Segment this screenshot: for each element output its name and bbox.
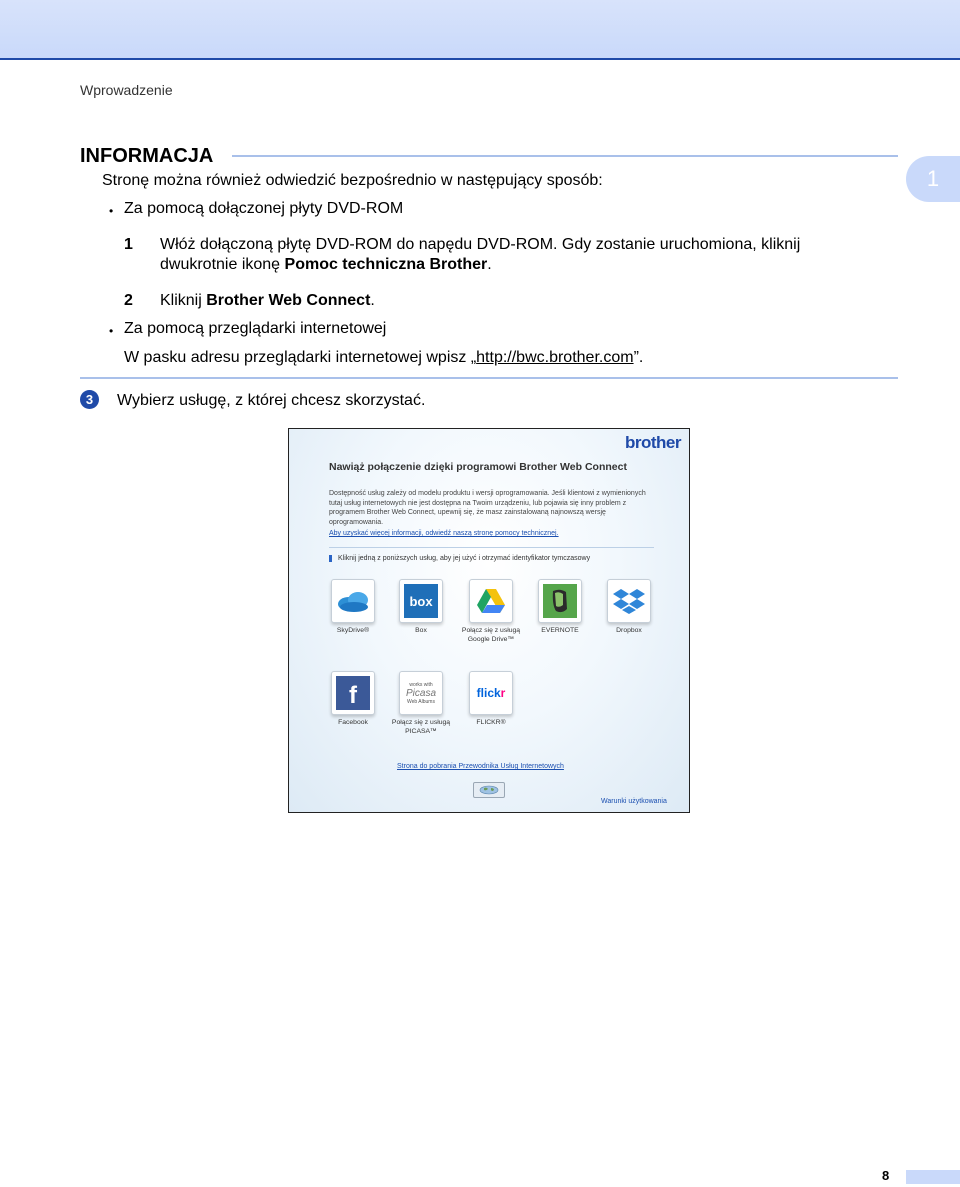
service-facebook[interactable]: f Facebook: [319, 671, 387, 728]
browser-address-text: W pasku adresu przeglądarki internetowej wpisz „http://bwc.brother.com”.: [124, 349, 644, 366]
page-number: 8: [882, 1168, 890, 1183]
note-intro: Stronę można również odwiedzić bezpośrednio w następujący sposób:: [102, 172, 603, 189]
screenshot-divider: [329, 547, 654, 548]
bullet-dot-icon: •: [109, 204, 114, 218]
service-picasa[interactable]: works with Picasa Web Albums Połącz się z usługą PICASA™: [387, 671, 455, 736]
step-3-circle-icon: 3: [80, 390, 99, 409]
box-icon[interactable]: box: [399, 579, 443, 623]
support-icon-name: Pomoc techniczna Brother: [284, 256, 488, 273]
bullet-dot-icon: •: [109, 324, 114, 338]
bwc-url-link[interactable]: http://bwc.brother.com: [476, 349, 634, 366]
step1-line2: dwukrotnie ikonę Pomoc techniczna Brother.: [160, 256, 492, 273]
screenshot-title: Nawiąż połączenie dzięki programowi Brother Web Connect: [329, 461, 627, 473]
step-number-1: 1: [124, 236, 133, 253]
step-number-2: 2: [124, 292, 133, 309]
google-drive-icon[interactable]: [469, 579, 513, 623]
skydrive-icon[interactable]: [331, 579, 375, 623]
step3-text: Wybierz usługę, z której chcesz skorzystać.: [117, 392, 426, 409]
bullet-dvd: Za pomocą dołączonej płyty DVD-ROM: [124, 200, 404, 217]
service-box[interactable]: box Box: [387, 579, 455, 636]
step1-line1: Włóż dołączoną płytę DVD-ROM do napędu DVD-ROM. Gdy zostanie uruchomiona, kliknij: [160, 236, 801, 253]
dropbox-icon[interactable]: [607, 579, 651, 623]
top-header-band: [0, 0, 960, 60]
service-instruction: Kliknij jedną z poniższych usług, aby jej użyć i otrzymać identyfikator tymczasowy: [329, 555, 590, 562]
step2-text: Kliknij Brother Web Connect.: [160, 292, 375, 309]
chapter-tab: 1: [906, 156, 960, 202]
picasa-icon[interactable]: works with Picasa Web Albums: [399, 671, 443, 715]
flickr-icon[interactable]: flick r: [469, 671, 513, 715]
service-flickr[interactable]: flick r FLICKR®: [457, 671, 525, 728]
terms-of-use-link[interactable]: Warunki użytkowania: [601, 798, 667, 805]
service-dropbox[interactable]: Dropbox: [595, 579, 663, 636]
note-bottom-rule: [80, 377, 898, 379]
language-globe-button[interactable]: [473, 782, 505, 798]
guide-download-link[interactable]: Strona do pobrania Przewodnika Usług Internetowych: [397, 763, 564, 770]
globe-icon: [479, 785, 499, 795]
footer-band: [906, 1170, 960, 1184]
service-google-drive[interactable]: Połącz się z usługą Google Drive™: [457, 579, 525, 644]
service-skydrive[interactable]: SkyDrive®: [319, 579, 387, 636]
help-link[interactable]: Aby uzyskać więcej informacji, odwiedź naszą stronę pomocy technicznej.: [329, 530, 559, 537]
web-connect-screenshot: [288, 428, 690, 813]
facebook-icon[interactable]: f: [331, 671, 375, 715]
brother-logo: brother: [625, 433, 681, 452]
breadcrumb: Wprowadzenie: [80, 82, 173, 98]
service-evernote[interactable]: EVERNOTE: [526, 579, 594, 636]
web-connect-name: Brother Web Connect: [206, 292, 371, 309]
bullet-browser: Za pomocą przeglądarki internetowej: [124, 320, 387, 337]
screenshot-description: Dostępność usług zależy od modelu produktu i wersji oprogramowania. Jeśli klientowi z wymienionych tutaj usług internetowych nie jest dostępna na Twoim urządzeniu, lub pojawia się inny problem z programem Brother Web Connect, upewnij się, że masz zainstalowaną najnowszą wersję oprogramowania.: [329, 490, 646, 526]
evernote-icon[interactable]: [538, 579, 582, 623]
note-title: INFORMACJA: [80, 145, 214, 167]
note-top-rule: [232, 155, 898, 157]
